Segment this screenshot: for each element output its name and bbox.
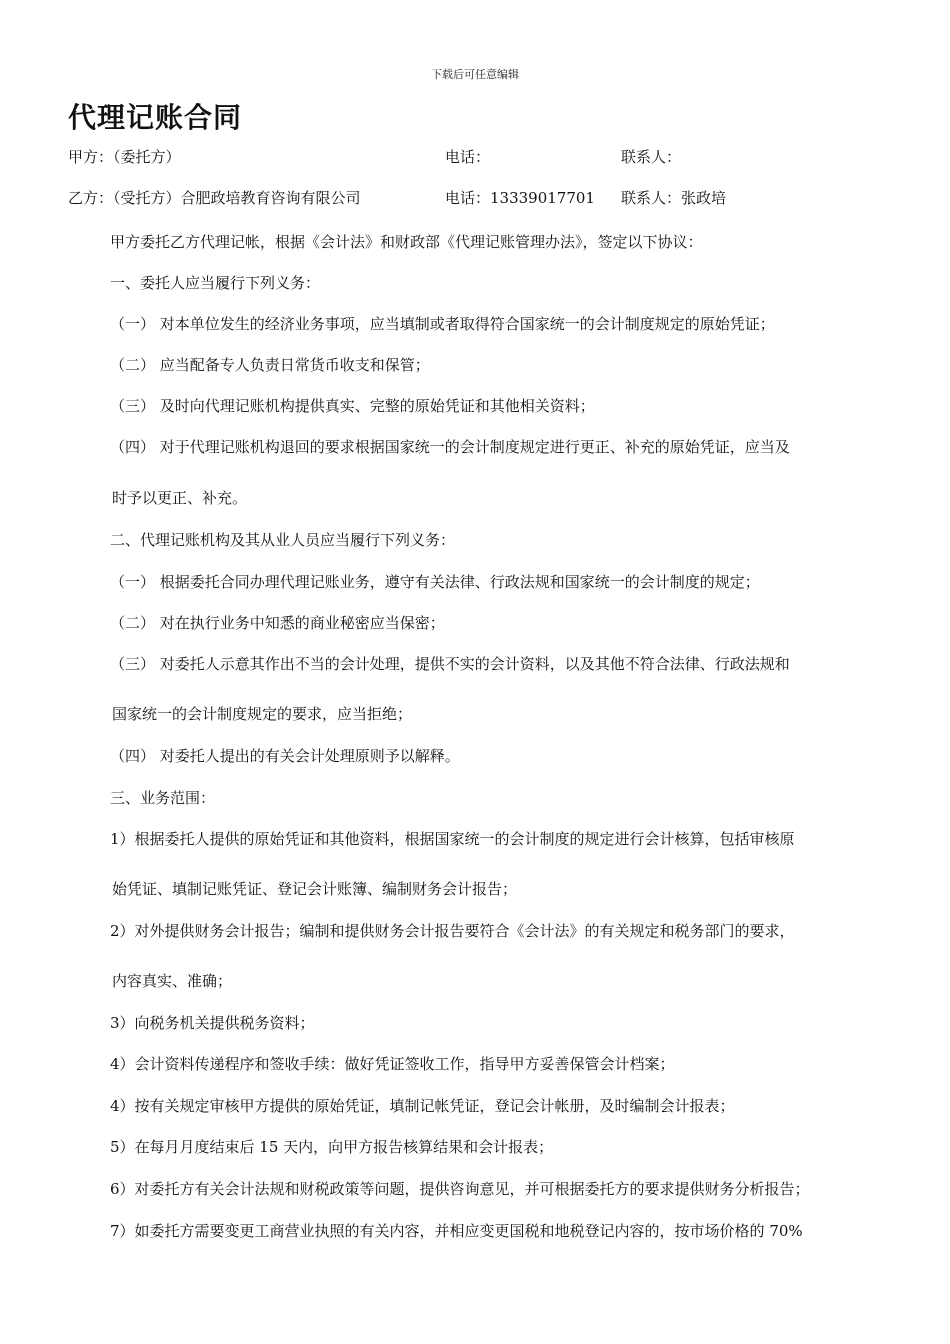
clause-line: （二） 对在执行业务中知悉的商业秘密应当保密； bbox=[110, 614, 445, 632]
party-b-contact: 联系人：张政培 bbox=[621, 189, 727, 207]
clause-line: 4）会计资料传递程序和签收手续：做好凭证签收工作，指导甲方妥善保管会计档案； bbox=[110, 1055, 675, 1073]
party-a-phone: 电话： bbox=[445, 148, 491, 166]
clause-line: （四） 对委托人提出的有关会计处理原则予以解释。 bbox=[110, 747, 460, 765]
clause-continuation: 始凭证、填制记账凭证、登记会计账簿、编制财务会计报告； bbox=[112, 880, 518, 898]
party-b-label: 乙方：（受托方）合肥政培教育咨询有限公司 bbox=[68, 189, 361, 207]
party-b-row bbox=[68, 187, 888, 209]
preamble: 甲方委托乙方代理记帐，根据《会计法》和财政部《代理记账管理办法》，签定以下协议： bbox=[110, 233, 703, 251]
party-a-label: 甲方：（委托方） bbox=[68, 148, 181, 166]
party-b-phone: 电话：13339017701 bbox=[445, 189, 595, 207]
clause-continuation: 时予以更正、补充。 bbox=[112, 489, 248, 507]
clause-line: （二） 应当配备专人负责日常货币收支和保管； bbox=[110, 356, 430, 374]
section-heading: 三、业务范围： bbox=[110, 789, 216, 807]
clause-line: （一） 对本单位发生的经济业务事项，应当填制或者取得符合国家统一的会计制度规定的原始凭证； bbox=[110, 315, 775, 333]
document-title: 代理记账合同 bbox=[68, 101, 243, 134]
clause-line: （三） 对委托人示意其作出不当的会计处理，提供不实的会计资料，以及其他不符合法律、行政法规和 bbox=[110, 655, 790, 673]
header-note: 下载后可任意编辑 bbox=[431, 68, 519, 81]
clause-continuation: 内容真实、准确； bbox=[112, 972, 233, 990]
clause-line: 7）如委托方需要变更工商营业执照的有关内容，并相应变更国税和地税登记内容的，按市场价格的 70% bbox=[110, 1222, 803, 1240]
clause-line: 5）在每月月度结束后 15 天内，向甲方报告核算结果和会计报表； bbox=[110, 1138, 554, 1156]
party-a-contact: 联系人： bbox=[621, 148, 682, 166]
party-a-row bbox=[68, 146, 888, 168]
clause-line: 4）按有关规定审核甲方提供的原始凭证，填制记帐凭证，登记会计帐册，及时编制会计报表； bbox=[110, 1097, 735, 1115]
section-heading: 一、委托人应当履行下列义务： bbox=[110, 274, 321, 292]
clause-continuation: 国家统一的会计制度规定的要求，应当拒绝； bbox=[112, 705, 413, 723]
section-heading: 二、代理记账机构及其从业人员应当履行下列义务： bbox=[110, 531, 456, 549]
clause-line: （一） 根据委托合同办理代理记账业务，遵守有关法律、行政法规和国家统一的会计制度的规定； bbox=[110, 573, 760, 591]
clause-line: （三） 及时向代理记账机构提供真实、完整的原始凭证和其他相关资料； bbox=[110, 397, 595, 415]
clause-line: 2）对外提供财务会计报告；编制和提供财务会计报告要符合《会计法》的有关规定和税务部门的要求， bbox=[110, 922, 795, 940]
clause-line: 3）向税务机关提供税务资料； bbox=[110, 1014, 315, 1032]
clause-line: 6）对委托方有关会计法规和财税政策等问题，提供咨询意见，并可根据委托方的要求提供财务分析报告； bbox=[110, 1180, 810, 1198]
clause-line: 1）根据委托人提供的原始凭证和其他资料，根据国家统一的会计制度的规定进行会计核算，包括审核原 bbox=[110, 830, 795, 848]
clause-line: （四） 对于代理记账机构退回的要求根据国家统一的会计制度规定进行更正、补充的原始凭证，应当及 bbox=[110, 438, 790, 456]
